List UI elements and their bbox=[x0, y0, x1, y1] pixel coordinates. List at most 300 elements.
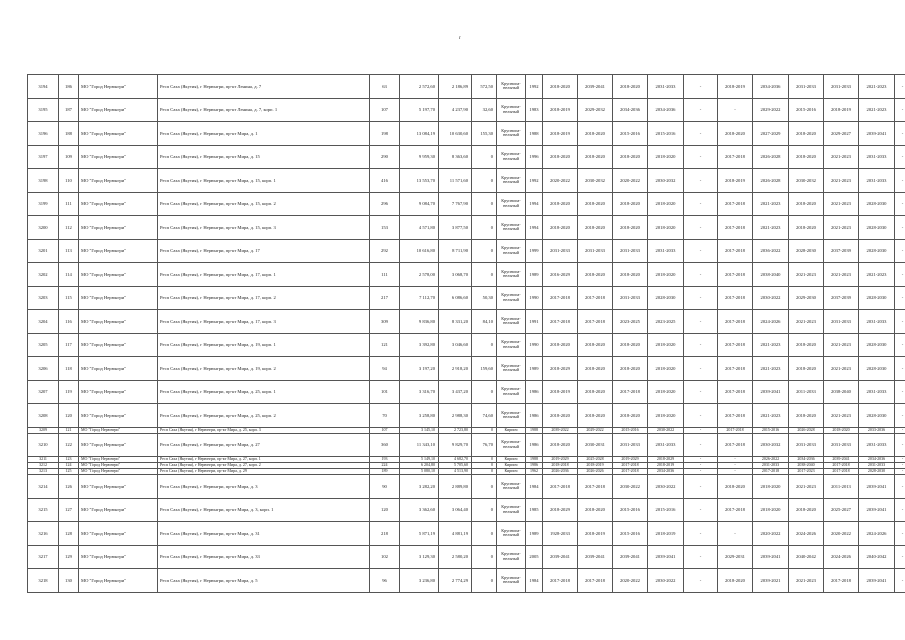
cell-s3: 572,50 bbox=[472, 75, 497, 99]
cell-p6: 2039-2021 bbox=[753, 569, 789, 593]
cell-p8: 2039-2041 bbox=[824, 457, 859, 463]
cell-d2: - bbox=[895, 498, 905, 522]
cell-yr: 1988 bbox=[526, 427, 543, 433]
cell-addr: Респ Саха (Якутия), г Нерюнгри, пр-кт Мира, д. 31 bbox=[158, 522, 370, 546]
cell-p8: 2021-2023 bbox=[824, 145, 859, 169]
cell-p2: 2018-2020 bbox=[578, 145, 613, 169]
cell-p6: 2029-2022 bbox=[753, 98, 789, 122]
cell-p7: 2018-2020 bbox=[789, 192, 824, 216]
cell-d2: - bbox=[895, 463, 905, 469]
cell-mo: МО "Город Нерюнгри" bbox=[79, 475, 158, 499]
cell-p6: 2021-2023 bbox=[753, 404, 789, 428]
cell-mat: Крупнопа-нельный bbox=[497, 169, 526, 193]
cell-d1: - bbox=[684, 433, 718, 457]
cell-p7: 2024-2026 bbox=[789, 522, 824, 546]
cell-s1: 2 578,00 bbox=[400, 263, 439, 287]
table-row bbox=[28, 192, 905, 216]
cell-p9: 2034-2036 bbox=[859, 457, 895, 463]
cell-s1: 9 084,70 bbox=[400, 192, 439, 216]
cell-kv: 94 bbox=[370, 357, 400, 381]
cell-p6: 2015-2016 bbox=[753, 427, 789, 433]
cell-mat: Крупнопа-нельный bbox=[497, 357, 526, 381]
cell-s1: 3 282,20 bbox=[400, 475, 439, 499]
cell-s3: 84,10 bbox=[472, 310, 497, 334]
cell-p7: 2040-2042 bbox=[789, 545, 824, 569]
cell-mo: МО "Город Нерюнгри" bbox=[79, 522, 158, 546]
cell-addr: Респ Саха (Якутия), г Нерюнгри, пр-кт Мира, д. 19, корп. 1 bbox=[158, 333, 370, 357]
cell-p7: 2018-2020 bbox=[789, 333, 824, 357]
cell-mo: МО "Город Нерюнгри" bbox=[79, 145, 158, 169]
cell-id: 116 bbox=[59, 310, 79, 334]
cell-yr: 1986 bbox=[526, 463, 543, 469]
cell-kv: 63 bbox=[370, 75, 400, 99]
cell-id: 123 bbox=[59, 457, 79, 463]
cell-d2: - bbox=[895, 333, 905, 357]
cell-mat: Крупнопа-нельный bbox=[497, 98, 526, 122]
cell-mo: МО "Город Нерюнгри" bbox=[79, 333, 158, 357]
cell-n: 3215 bbox=[28, 498, 59, 522]
cell-mat: Крупнопа-нельный bbox=[497, 404, 526, 428]
cell-d2: - bbox=[895, 380, 905, 404]
cell-p8: 2021-2023 bbox=[824, 357, 859, 381]
cell-id: 113 bbox=[59, 239, 79, 263]
cell-p1: 2018-2029 bbox=[543, 498, 578, 522]
cell-p7: 2018-2020 bbox=[789, 498, 824, 522]
cell-kv: 153 bbox=[370, 216, 400, 240]
cell-mo: МО "Город Нерюнгри" bbox=[79, 545, 158, 569]
cell-p3: 2018-2020 bbox=[613, 192, 648, 216]
cell-s1: 3 145,10 bbox=[400, 427, 439, 433]
cell-d1: - bbox=[684, 216, 718, 240]
cell-d1: - bbox=[684, 98, 718, 122]
cell-s1: 10 616,80 bbox=[400, 239, 439, 263]
cell-p4: 2023-2025 bbox=[648, 310, 684, 334]
cell-p6: 2026-2022 bbox=[753, 457, 789, 463]
cell-d1: - bbox=[684, 310, 718, 334]
cell-s2: 2 723,80 bbox=[439, 427, 472, 433]
cell-mo: МО "Город Нерюнгри" bbox=[79, 463, 158, 469]
cell-s2: 3 877,50 bbox=[439, 216, 472, 240]
cell-mo: МО "Город Нерюнгри" bbox=[79, 216, 158, 240]
cell-addr: Респ Саха (Якутия), г Нерюнгри, пр-кт Мира, д. 17 bbox=[158, 239, 370, 263]
cell-d1: - bbox=[684, 457, 718, 463]
cell-mat: Крупнопа-нельный bbox=[497, 498, 526, 522]
cell-s2: 2 988,30 bbox=[439, 404, 472, 428]
cell-yr: 1992 bbox=[526, 75, 543, 99]
cell-p2: 2018-2020 bbox=[578, 357, 613, 381]
cell-yr: 1984 bbox=[526, 569, 543, 593]
cell-n: 3197 bbox=[28, 145, 59, 169]
cell-id: 109 bbox=[59, 145, 79, 169]
cell-kv: 121 bbox=[370, 333, 400, 357]
cell-p6: 2026-2028 bbox=[753, 169, 789, 193]
cell-kv: 70 bbox=[370, 404, 400, 428]
cell-mat: Крупнопа-нельный bbox=[497, 522, 526, 546]
cell-p2: 2018-2020 bbox=[578, 333, 613, 357]
cell-s1: 11 343,10 bbox=[400, 433, 439, 457]
cell-p6: 2026-2028 bbox=[753, 145, 789, 169]
cell-p4: 2030-2032 bbox=[648, 169, 684, 193]
cell-mat: Крупнопа-нельный bbox=[497, 122, 526, 146]
cell-d1: - bbox=[684, 545, 718, 569]
cell-s1: 5 197,70 bbox=[400, 98, 439, 122]
cell-d2: - bbox=[895, 192, 905, 216]
cell-p3: 2018-2020 bbox=[613, 357, 648, 381]
cell-yr: 1988 bbox=[526, 122, 543, 146]
cell-mat: Крупнопа-нельный bbox=[497, 75, 526, 99]
cell-s3: 0 bbox=[472, 427, 497, 433]
cell-d2: - bbox=[895, 522, 905, 546]
table-row bbox=[28, 404, 905, 428]
cell-p5: 2017-2018 bbox=[718, 239, 753, 263]
table-row bbox=[28, 463, 905, 469]
cell-p4: 2018-2020 bbox=[648, 263, 684, 287]
table-row bbox=[28, 263, 905, 287]
cell-d2: - bbox=[895, 433, 905, 457]
cell-p6: 2031-2033 bbox=[753, 463, 789, 469]
cell-p9: 2039-2041 bbox=[859, 475, 895, 499]
cell-p1: 2018-2020 bbox=[543, 433, 578, 457]
cell-p7: 2021-2023 bbox=[789, 475, 824, 499]
cell-s1: 4 571,80 bbox=[400, 216, 439, 240]
cell-p9: 2028-2030 bbox=[859, 286, 895, 310]
cell-yr: 1992 bbox=[526, 169, 543, 193]
cell-p6: 2034-2036 bbox=[753, 75, 789, 99]
cell-s2: 10 630,60 bbox=[439, 122, 472, 146]
cell-p8: 2021-2023 bbox=[824, 404, 859, 428]
cell-mo: МО "Город Нерюнгри" bbox=[79, 433, 158, 457]
cell-p7: 2029-2030 bbox=[789, 286, 824, 310]
cell-p6: 2039-2041 bbox=[753, 545, 789, 569]
cell-p8: 2018-2020 bbox=[824, 427, 859, 433]
cell-addr: Респ Саха (Якутия), г Нерюнгри, пр-кт Мира, д. 1 bbox=[158, 122, 370, 146]
cell-addr: Респ Саха (Якутия), г Нерюнгри, пр-кт Мира, д. 17, корп. 2 bbox=[158, 286, 370, 310]
cell-s2: 3 046,60 bbox=[439, 333, 472, 357]
cell-kv: 360 bbox=[370, 433, 400, 457]
cell-n: 3200 bbox=[28, 216, 59, 240]
cell-p2: 2030-2031 bbox=[578, 433, 613, 457]
cell-kv: 224 bbox=[370, 463, 400, 469]
cell-s3: 0 bbox=[472, 463, 497, 469]
cell-p5: 2017-2018 bbox=[718, 310, 753, 334]
table-row bbox=[28, 469, 905, 475]
cell-d2: - bbox=[895, 122, 905, 146]
cell-id: 115 bbox=[59, 286, 79, 310]
cell-d1: - bbox=[684, 286, 718, 310]
cell-mat: Крупнопа-нельный bbox=[497, 263, 526, 287]
cell-mo: МО "Город Нерюнгри" bbox=[79, 169, 158, 193]
cell-addr: Респ Саха (Якутия), г Нерюнгри, пр-кт Мира, д. 15 bbox=[158, 145, 370, 169]
cell-addr: Респ Саха (Якутия), г Нерюнгри, пр-кт Мира, д. 27, корп. 2 bbox=[158, 463, 370, 469]
cell-p2: 2039-2041 bbox=[578, 545, 613, 569]
cell-s3: 0 bbox=[472, 545, 497, 569]
cell-addr: Респ Саха (Якутия), г Нерюнгри, пр-кт Мира, д. 27, корп. 1 bbox=[158, 457, 370, 463]
cell-p4: 2039-2041 bbox=[648, 545, 684, 569]
cell-d1: - bbox=[684, 169, 718, 193]
cell-s1: 3 129,30 bbox=[400, 545, 439, 569]
cell-p5: - bbox=[718, 457, 753, 463]
cell-n: 3212 bbox=[28, 463, 59, 469]
cell-s2: 4 237,90 bbox=[439, 98, 472, 122]
cell-p4: 2015-2016 bbox=[648, 122, 684, 146]
cell-s3: 0 bbox=[472, 263, 497, 287]
cell-p8: 2025-2027 bbox=[824, 498, 859, 522]
table-body bbox=[28, 75, 905, 593]
cell-id: 128 bbox=[59, 522, 79, 546]
table-row bbox=[28, 433, 905, 457]
cell-p8: 2021-2023 bbox=[824, 192, 859, 216]
cell-mat: Крупнопа-нельный bbox=[497, 380, 526, 404]
cell-p1: 2018-2018 bbox=[543, 463, 578, 469]
cell-s1: 5 149,10 bbox=[400, 457, 439, 463]
cell-p3: 2031-2033 bbox=[613, 433, 648, 457]
cell-mo: МО "Город Нерюнгри" bbox=[79, 380, 158, 404]
cell-p9: 2024-2026 bbox=[859, 522, 895, 546]
cell-s2: 2 774,29 bbox=[439, 569, 472, 593]
cell-p4: 2031-2033 bbox=[648, 75, 684, 99]
cell-p1: 2018-2020 bbox=[543, 404, 578, 428]
cell-yr: 1989 bbox=[526, 522, 543, 546]
cell-p8: 2038-2040 bbox=[824, 380, 859, 404]
cell-id: 187 bbox=[59, 98, 79, 122]
cell-p7: 2015-2016 bbox=[789, 98, 824, 122]
cell-s2: 2 889,80 bbox=[439, 475, 472, 499]
cell-id: 188 bbox=[59, 122, 79, 146]
cell-s3: 0 bbox=[472, 192, 497, 216]
cell-n: 3205 bbox=[28, 333, 59, 357]
cell-addr: Респ Саха (Якутия), г Нерюнгри, пр-кт Мира, д. 15, корп. 3 bbox=[158, 216, 370, 240]
cell-p8: 2017-2018 bbox=[824, 463, 859, 469]
cell-mat: Крупнопа-нельный bbox=[497, 145, 526, 169]
cell-p6: 2030-2022 bbox=[753, 286, 789, 310]
cell-s2: 2 918,20 bbox=[439, 357, 472, 381]
cell-kv: 292 bbox=[370, 239, 400, 263]
cell-p1: 2019-2029 bbox=[543, 457, 578, 463]
cell-p5: 2017-2018 bbox=[718, 192, 753, 216]
cell-p1: 2031-2033 bbox=[543, 239, 578, 263]
cell-p9: 2028-2030 bbox=[859, 239, 895, 263]
cell-d1: - bbox=[684, 380, 718, 404]
cell-d1: - bbox=[684, 427, 718, 433]
cell-p1: 2017-2018 bbox=[543, 475, 578, 499]
cell-p2: 2031-2033 bbox=[578, 239, 613, 263]
cell-id: 117 bbox=[59, 333, 79, 357]
cell-p1: 2017-2018 bbox=[543, 310, 578, 334]
cell-addr: Респ Саха (Якутия), г Нерюнгри, пр-кт Мира, д. 27 bbox=[158, 433, 370, 457]
cell-p5: - bbox=[718, 463, 753, 469]
cell-s3: 74,60 bbox=[472, 404, 497, 428]
cell-p1: 2018-2020 bbox=[543, 145, 578, 169]
cell-p4: 2030-2022 bbox=[648, 475, 684, 499]
cell-s3: 0 bbox=[472, 216, 497, 240]
cell-mat: Кирпич bbox=[497, 469, 526, 475]
cell-s3: 76,70 bbox=[472, 433, 497, 457]
cell-p1: 1928-2033 bbox=[543, 522, 578, 546]
cell-p3: 2034-2036 bbox=[613, 98, 648, 122]
cell-kv: 107 bbox=[370, 427, 400, 433]
cell-d2: - bbox=[895, 286, 905, 310]
cell-p6: 2038-2040 bbox=[753, 263, 789, 287]
cell-p5: 2017-2018 bbox=[718, 263, 753, 287]
cell-kv: 218 bbox=[370, 522, 400, 546]
cell-d2: - bbox=[895, 427, 905, 433]
cell-d2: - bbox=[895, 98, 905, 122]
cell-p6: 2027-2029 bbox=[753, 122, 789, 146]
cell-s1: 3 392,80 bbox=[400, 333, 439, 357]
cell-p8: 2031-2033 bbox=[824, 433, 859, 457]
cell-s2: 2 580,20 bbox=[439, 545, 472, 569]
cell-d2: - bbox=[895, 545, 905, 569]
cell-id: 111 bbox=[59, 192, 79, 216]
cell-yr: 1984 bbox=[526, 475, 543, 499]
cell-p8: 2021-2023 bbox=[824, 263, 859, 287]
cell-p4: 2031-2033 bbox=[648, 433, 684, 457]
table-row bbox=[28, 333, 905, 357]
cell-mo: МО "Город Нерюнгри" bbox=[79, 498, 158, 522]
cell-addr: Респ Саха (Якутия), г Нерюнгри, пр-кт Мира, д. 19, корп. 2 bbox=[158, 357, 370, 381]
cell-s2: 4 682,70 bbox=[439, 457, 472, 463]
cell-p4: 2018-2019 bbox=[648, 522, 684, 546]
cell-n: 3203 bbox=[28, 286, 59, 310]
cell-id: 130 bbox=[59, 569, 79, 593]
cell-addr: Респ Саха (Якутия), г Нерюнгри, пр-кт Мира, д. 25, корп. 2 bbox=[158, 404, 370, 428]
cell-p8: 2020-2022 bbox=[824, 522, 859, 546]
cell-d1: - bbox=[684, 145, 718, 169]
cell-n: 3201 bbox=[28, 239, 59, 263]
cell-p7: 2031-2033 bbox=[789, 75, 824, 99]
cell-p6: 2021-2023 bbox=[753, 192, 789, 216]
cell-p6: 2020-2022 bbox=[753, 522, 789, 546]
cell-id: 112 bbox=[59, 216, 79, 240]
table-row bbox=[28, 545, 905, 569]
cell-p9: 2021-2023 bbox=[859, 75, 895, 99]
cell-n: 3199 bbox=[28, 192, 59, 216]
cell-n: 3211 bbox=[28, 457, 59, 463]
cell-p4: 2018-2020 bbox=[648, 192, 684, 216]
cell-p6: 2030-2032 bbox=[753, 433, 789, 457]
cell-n: 3217 bbox=[28, 545, 59, 569]
cell-p6: 2036-2022 bbox=[753, 239, 789, 263]
cell-p9: 2039-2041 bbox=[859, 122, 895, 146]
cell-p4: 2018-2029 bbox=[648, 457, 684, 463]
cell-d1: - bbox=[684, 569, 718, 593]
cell-addr: Респ Саха (Якутия), г Нерюнгри, пр-кт Мира, д. 3 bbox=[158, 475, 370, 499]
cell-s3: 50,30 bbox=[472, 286, 497, 310]
cell-mat: Крупнопа-нельный bbox=[497, 310, 526, 334]
cell-p5: 2017-2018 bbox=[718, 357, 753, 381]
cell-p2: 2029-2022 bbox=[578, 427, 613, 433]
cell-mat: Крупнопа-нельный bbox=[497, 192, 526, 216]
cell-yr: 1983 bbox=[526, 98, 543, 122]
cell-p2: 2017-2018 bbox=[578, 569, 613, 593]
cell-n: 3209 bbox=[28, 427, 59, 433]
cell-mo: МО "Город Нерюнгри" bbox=[79, 427, 158, 433]
cell-p9: 2031-2033 bbox=[859, 310, 895, 334]
cell-n: 3202 bbox=[28, 263, 59, 287]
cell-kv: 296 bbox=[370, 192, 400, 216]
cell-addr: Респ Саха (Якутия), г Нерюнгри, пр-кт Ленина, д. 7, корп. 1 bbox=[158, 98, 370, 122]
cell-p1: 2039-2041 bbox=[543, 545, 578, 569]
cell-p7: 2018-2020 bbox=[789, 216, 824, 240]
cell-p3: 2031-2033 bbox=[613, 239, 648, 263]
cell-p3: 2015-2016 bbox=[613, 427, 648, 433]
cell-p4: 2018-2019 bbox=[648, 463, 684, 469]
cell-p1: 2018-2020 bbox=[543, 333, 578, 357]
cell-kv: 90 bbox=[370, 475, 400, 499]
cell-p5: 2017-2018 bbox=[718, 427, 753, 433]
cell-yr: 1994 bbox=[526, 216, 543, 240]
cell-p2: 2018-2020 bbox=[578, 216, 613, 240]
cell-s2: 2 186,89 bbox=[439, 75, 472, 99]
cell-n: 3194 bbox=[28, 75, 59, 99]
cell-p2: 2025-2028 bbox=[578, 457, 613, 463]
cell-p9: 2031-2033 bbox=[859, 433, 895, 457]
cell-p5: 2017-2018 bbox=[718, 145, 753, 169]
cell-yr: 1990 bbox=[526, 286, 543, 310]
cell-id: 110 bbox=[59, 169, 79, 193]
cell-p9: 2021-2023 bbox=[859, 263, 895, 287]
cell-s1: 7 112,70 bbox=[400, 286, 439, 310]
cell-d1: - bbox=[684, 463, 718, 469]
cell-s1: 13 084,19 bbox=[400, 122, 439, 146]
cell-p7: 2011-2033 bbox=[789, 380, 824, 404]
cell-p3: 2018-2020 bbox=[613, 75, 648, 99]
cell-p6: 2021-2023 bbox=[753, 333, 789, 357]
cell-mo: МО "Город Нерюнгри" bbox=[79, 357, 158, 381]
cell-yr: 1989 bbox=[526, 357, 543, 381]
cell-s1: 9 959,30 bbox=[400, 145, 439, 169]
cell-p3: 2039-2041 bbox=[613, 545, 648, 569]
cell-n: 3208 bbox=[28, 404, 59, 428]
cell-p5: - bbox=[718, 469, 753, 475]
cell-p7: 2026-2028 bbox=[789, 427, 824, 433]
cell-p9: 2028-2030 bbox=[859, 404, 895, 428]
cell-p1: 2020-2022 bbox=[543, 169, 578, 193]
cell-kv: 309 bbox=[370, 310, 400, 334]
table-row bbox=[28, 98, 905, 122]
cell-p6: 2024-2026 bbox=[753, 310, 789, 334]
cell-p6: 2021-2023 bbox=[753, 357, 789, 381]
cell-n: 3206 bbox=[28, 357, 59, 381]
table-row bbox=[28, 286, 905, 310]
page-mark: r bbox=[459, 36, 461, 41]
cell-s1: 9 836,80 bbox=[400, 310, 439, 334]
cell-n: 3195 bbox=[28, 98, 59, 122]
cell-d2: - bbox=[895, 357, 905, 381]
cell-mo: МО "Город Нерюнгри" bbox=[79, 404, 158, 428]
cell-p1: 2039-2022 bbox=[543, 427, 578, 433]
cell-s3: 32,60 bbox=[472, 98, 497, 122]
cell-kv: 217 bbox=[370, 286, 400, 310]
cell-s3: 0 bbox=[472, 522, 497, 546]
cell-s2: 11 571,60 bbox=[439, 169, 472, 193]
cell-yr: 1990 bbox=[526, 333, 543, 357]
cell-n: 3198 bbox=[28, 169, 59, 193]
cell-s2: 3 064,40 bbox=[439, 498, 472, 522]
cell-p4: 2015-2016 bbox=[648, 498, 684, 522]
cell-n: 3196 bbox=[28, 122, 59, 146]
cell-s2: 6 086,60 bbox=[439, 286, 472, 310]
cell-p7: 2030-2032 bbox=[789, 169, 824, 193]
cell-p8: 2021-2023 bbox=[824, 169, 859, 193]
cell-yr: 1989 bbox=[526, 263, 543, 287]
table-row bbox=[28, 357, 905, 381]
cell-d2: - bbox=[895, 216, 905, 240]
cell-p2: 2018-2020 bbox=[578, 380, 613, 404]
cell-mat: Кирпич bbox=[497, 427, 526, 433]
cell-id: 125 bbox=[59, 469, 79, 475]
cell-s3: 0 bbox=[472, 380, 497, 404]
